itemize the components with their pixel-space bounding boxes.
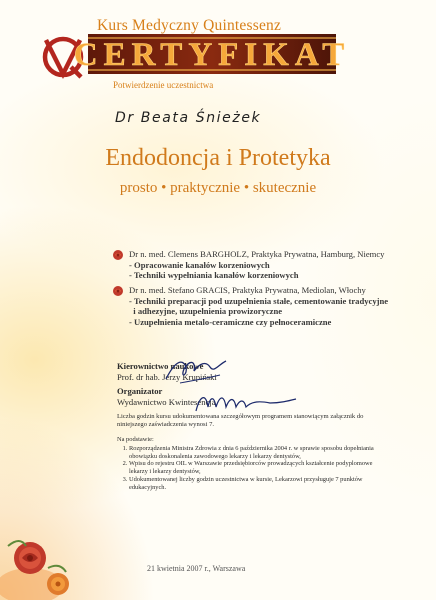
certificate-banner xyxy=(73,34,351,74)
organizer-label: Organizator xyxy=(117,386,163,396)
legal-basis-heading: Na podstawie: xyxy=(117,436,154,443)
legal-basis xyxy=(117,436,387,492)
banner-text: CERTYFIKAT xyxy=(73,37,351,73)
lecturer-name: Dr n. med. Clemens BARGHOLZ, Praktyka Prywatna, Hamburg, Niemcy xyxy=(129,249,385,259)
course-tagline: prosto • praktycznie • skutecznie xyxy=(119,180,317,196)
lecturer-topic: - Uzupełnienia metalo-ceramiczne czy pełnoceramiczne xyxy=(129,316,332,327)
legal-basis-item: 1. Rozporządzenia Ministra Zdrowia z dnia 6 października 2004 r. w sprawie sposobu dopełniania obowiązku doskonalenia zawodowego lekarzy i lekarzy dentystów, xyxy=(129,445,387,461)
certificate-subtitle: Potwierdzenie uczestnictwa xyxy=(113,80,214,90)
lecturer-topic: - Opracowanie kanałów korzeniowych xyxy=(129,259,270,270)
lecturer-block xyxy=(129,249,384,281)
legal-basis-list xyxy=(117,445,387,492)
recipient-name: Dr Beata Śnieżek xyxy=(115,110,262,126)
date-place: 21 kwietnia 2007 r., Warszawa xyxy=(147,564,246,573)
signature-scientific-lead xyxy=(160,353,230,387)
rose-icon xyxy=(112,285,124,297)
lecturer-name: Dr n. med. Stefano GRACIS, Praktyka Prywatna, Mediolan, Włochy xyxy=(129,285,366,295)
scientific-lead-name: Prof. dr hab. Jerzy Krupiński xyxy=(117,371,217,382)
legal-basis-item: 2. Wpisu do rejestru OIL w Warszawie przedsiębiorców prowadzących kształcenie podyplomowe lekarzy i lekarzy dentystów, xyxy=(129,460,387,476)
scientific-lead-label: Kierownictwo naukowe xyxy=(117,361,204,371)
course-title: Endodoncja i Protetyka xyxy=(105,145,331,171)
flowers-decoration xyxy=(0,506,92,600)
lecturer-topic: - Techniki preparacji pod uzupełnienia stałe, cementowanie tradycyjne xyxy=(129,295,389,306)
lecturer-topic: i adhezyjne, uzupełnienia prowizoryczne xyxy=(129,306,283,317)
lecturer-topic: - Techniki wypełniania kanałów korzeniowych xyxy=(129,270,299,281)
hours-note: Liczba godzin kursu udokumentowana szczegółowym programem stanowiącym załącznik do niniejszego zaświadczenia wynosi 7. xyxy=(117,413,364,428)
organizer-name: Wydawnictwo Kwintesencja xyxy=(117,396,216,407)
legal-basis-item: 3. Udokumentowanej liczby godzin uczestnictwa w kursie, Lekarzowi przysługuje 7 punktów edukacyjnych. xyxy=(129,476,387,492)
lecturer-block xyxy=(129,285,388,327)
brand-name: Kurs Medyczny Quintessenz xyxy=(97,17,282,34)
rose-icon xyxy=(112,249,124,261)
